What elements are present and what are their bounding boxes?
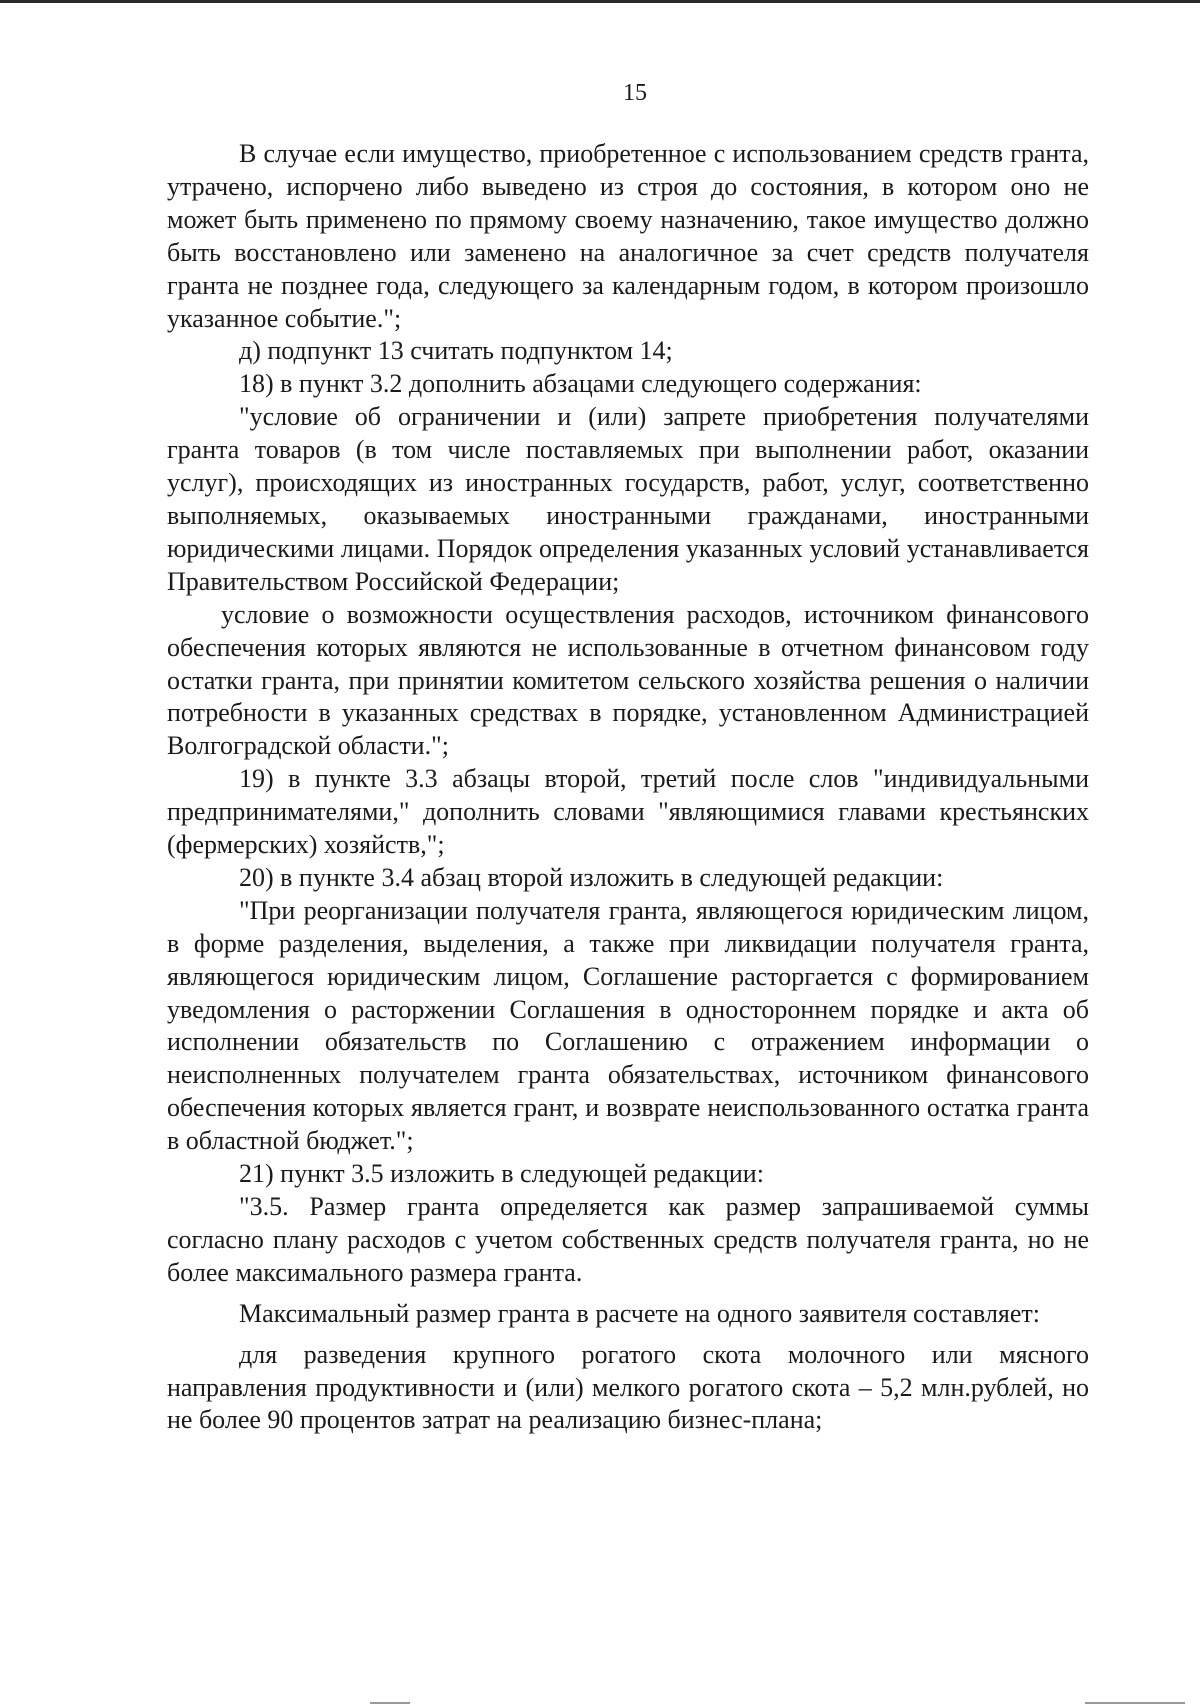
paragraph-reorganization: "При реорганизации получателя гранта, являющегося юридическим лицом, в форме разделения, выделения, а также при ликвидации получателя гранта, являющегося юридическим лицом, Соглашение расторгается с формированием уведомления о расторжении Соглашения в одностороннем порядке и акта об исполнении обязательств по Соглашению с отражением информации о неисполненных получателем гранта обязательствах, источником финансового обеспечения которых является грант, и возврате неиспользованного остатка гранта в областной бюджет."; [167,895,1089,1156]
paragraph-max-grant: Максимальный размер гранта в расчете на одного заявителя составляет: [239,1298,1040,1328]
paragraph-item-21: 21) пункт 3.5 изложить в следующей редакции: [239,1159,764,1189]
paragraph-property-restoration: В случае если имущество, приобретенное с использованием средств гранта, утрачено, испорчено либо выведено из строя до состояния, в котором оно не может быть применено по прямому своему назначению, такое имущество должно быть восстановлено или заменено на аналогичное за счет средств получателя гранта не позднее года, следующего за календарным годом, в котором произошло указанное событие."; [167,139,1089,333]
paragraph-foreign-goods-condition: "условие об ограничении и (или) запрете приобретения получателями гранта товаров (в том числе поставляемых при выполнении работ, оказании услуг), происходящих из иностранных государств, работ, услуг, соответственно выполняемых, оказываемых иностранными гражданами, иностранными юридическими лицами. Порядок определения указанных условий устанавливается Правительством Российской Федерации; [167,402,1089,596]
paragraph-cattle-breeding: для разведения крупного рогатого скота молочного или мясного направления продуктивности и (или) мелкого рогатого скота – 5,2 млн.рублей, но не более 90 процентов затрат на реализацию бизнес-плана; [167,1339,1089,1435]
paragraph-grant-size: "3.5. Размер гранта определяется как размер запрашиваемой суммы согласно плану расходов с учетом собственных средств получателя гранта, но не более максимального размера гранта. [167,1192,1089,1287]
scan-artifact [1085,1702,1185,1704]
paragraph-item-18: 18) в пункт 3.2 дополнить абзацами следующего содержания: [239,369,922,399]
page-number: 15 [623,80,647,106]
paragraph-item-19: 19) в пункте 3.3 абзацы второй, третий после слов "индивидуальными предпринимателями," дополнить словами "являющимися главами крестьянских (фермерских) хозяйств,"; [167,764,1089,860]
paragraph-grant-remainder-condition: условие о возможности осуществления расходов, источником финансового обеспечения которых являются не использованные в отчетном финансовом году остатки гранта, при принятии комитетом сельского хозяйства решения о наличии потребности в указанных средствах в порядке, установленном Администрацией Волгоградской области."; [167,599,1089,761]
scan-top-edge [0,0,1200,3]
paragraph-item-20: 20) в пункте 3.4 абзац второй изложить в следующей редакции: [239,862,944,892]
document-body [167,138,1089,1437]
paragraph-subpoint-d: д) подпункт 13 считать подпунктом 14; [239,336,673,366]
scan-artifact [370,1702,410,1704]
